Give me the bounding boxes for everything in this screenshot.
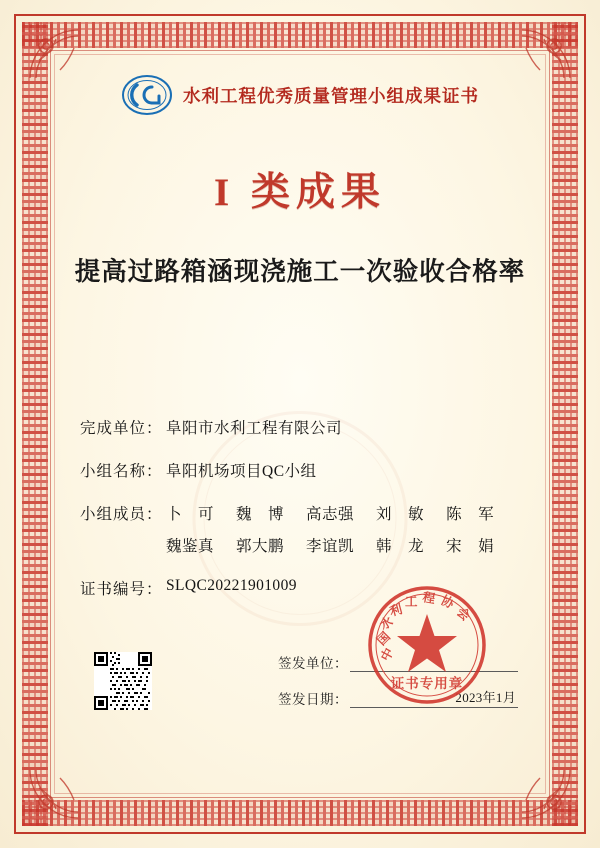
page-title: 水利工程优秀质量管理小组成果证书 (183, 85, 479, 106)
member-name: 郭大鹏 (236, 538, 285, 555)
field-team (80, 459, 520, 481)
member-name: 韩 龙 (376, 538, 425, 555)
member-name: 卜 可 (166, 506, 215, 523)
certificate-number-label: 证书编号： (80, 581, 163, 598)
field-unit (80, 416, 520, 438)
achievement-title: 提高过路箱涵现浇施工一次验收合格率 (74, 257, 526, 286)
members-label: 小组成员： (80, 506, 163, 523)
issuer-label: 签发单位： (278, 656, 348, 671)
certificate-number-value: SLQC20221901009 (166, 577, 297, 594)
svg-text:程: 程 (421, 590, 437, 607)
svg-text:水: 水 (377, 614, 396, 633)
svg-text:中: 中 (378, 645, 397, 664)
svg-text:协: 协 (438, 593, 457, 612)
team-value: 阜阳机场项目QC小组 (166, 463, 317, 480)
member-name: 陈 军 (446, 506, 495, 523)
ornament-band-top (22, 22, 578, 48)
member-name: 魏 博 (236, 506, 285, 523)
svg-text:国: 国 (374, 629, 393, 649)
svg-text:利: 利 (388, 602, 404, 619)
field-members (80, 502, 520, 556)
svg-text:证书专用章: 证书专用章 (390, 676, 464, 691)
member-name: 魏鉴真 (166, 538, 215, 555)
svg-text:工: 工 (405, 595, 418, 609)
official-seal-icon (366, 584, 488, 706)
certificate-header (56, 74, 544, 116)
association-logo-icon (121, 74, 173, 116)
members-row-2 (166, 534, 520, 556)
member-name: 李谊凯 (306, 538, 355, 555)
unit-label: 完成单位： (80, 420, 163, 437)
ornament-band-bottom (22, 800, 578, 826)
date-value: 2023年1月 (455, 690, 516, 705)
member-name: 宋 娟 (446, 538, 495, 555)
members-value (166, 502, 520, 556)
member-name: 刘 敏 (376, 506, 425, 523)
svg-text:会: 会 (453, 604, 473, 624)
qr-code-icon[interactable] (94, 652, 152, 710)
ornament-band-right (552, 22, 578, 826)
ornament-band-left (22, 22, 48, 826)
unit-value: 阜阳市水利工程有限公司 (166, 420, 343, 437)
date-label: 签发日期： (278, 692, 348, 707)
team-label: 小组名称： (80, 463, 163, 480)
member-name: 高志强 (306, 506, 355, 523)
certificate-content (56, 56, 544, 792)
grade-label: I 类成果 (214, 171, 386, 214)
members-row-1 (166, 502, 520, 524)
